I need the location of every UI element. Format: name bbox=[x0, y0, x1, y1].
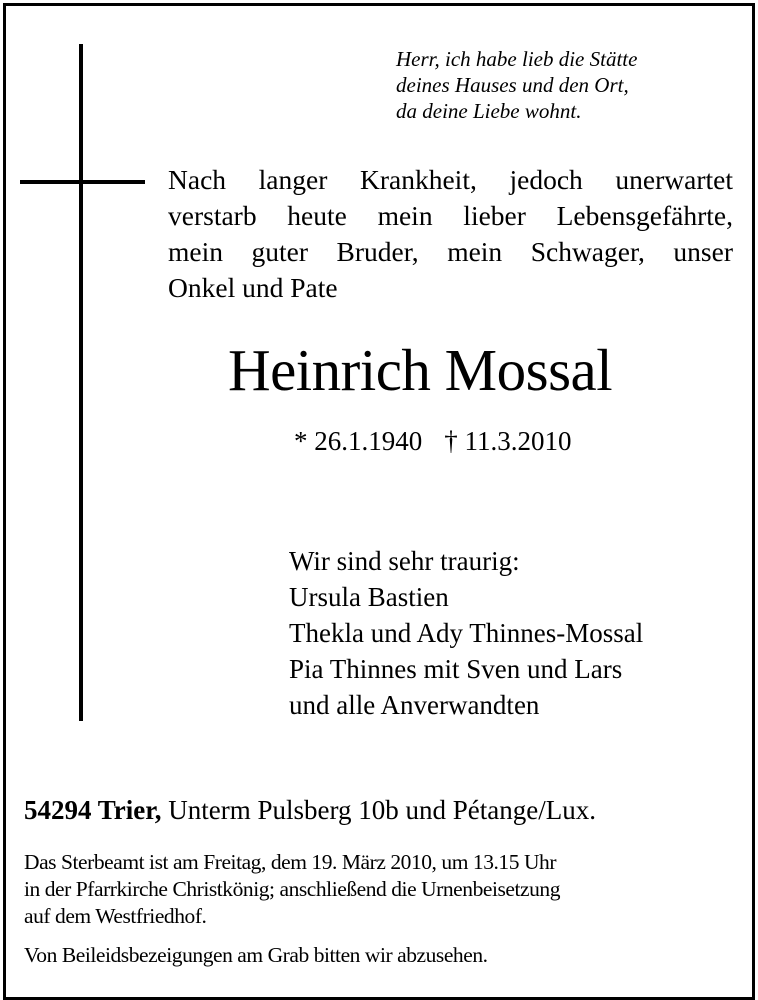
intro-line: Onkel und Pate bbox=[168, 272, 338, 303]
mourner-name: und alle Anverwandten bbox=[289, 690, 540, 720]
intro-line: Nach langer Krankheit, jedoch unerwartet bbox=[168, 164, 733, 195]
service-line: auf dem Westfriedhof. bbox=[24, 904, 207, 928]
psalm-line: da deine Liebe wohnt. bbox=[396, 99, 582, 123]
service-line: in der Pfarrkirche Christkönig; anschließend die Urnenbeisetzung bbox=[24, 877, 561, 901]
service-info bbox=[24, 849, 734, 930]
cross-horizontal-beam bbox=[20, 180, 145, 184]
intro-line: verstarb heute mein lieber Lebensgefährte, bbox=[168, 200, 733, 231]
psalm-quote bbox=[396, 46, 736, 124]
intro-line: mein guter Bruder, mein Schwager, unser bbox=[168, 236, 733, 267]
mourner-name: Thekla und Ady Thinnes-Mossal bbox=[289, 618, 644, 648]
mourner-name: Pia Thinnes mit Sven und Lars bbox=[289, 654, 623, 684]
mourners-heading: Wir sind sehr traurig: bbox=[289, 546, 520, 576]
cross-vertical-beam bbox=[79, 44, 83, 721]
address-line bbox=[24, 793, 596, 827]
intro-text bbox=[168, 162, 733, 306]
death-date: † 11.3.2010 bbox=[444, 426, 572, 456]
mourner-name: Ursula Bastien bbox=[289, 582, 449, 612]
deceased-name: Heinrich Mossal bbox=[228, 337, 613, 403]
address-city: 54294 Trier, bbox=[24, 795, 162, 825]
psalm-line: deines Hauses und den Ort, bbox=[396, 73, 629, 97]
life-dates bbox=[294, 424, 572, 458]
mourners-block bbox=[289, 543, 643, 723]
closing-note: Von Beileidsbezeigungen am Grab bitten wir abzusehen. bbox=[24, 943, 488, 967]
address-street: Unterm Pulsberg 10b und Pétange/Lux. bbox=[161, 795, 596, 825]
service-line: Das Sterbeamt ist am Freitag, dem 19. März 2010, um 13.15 Uhr bbox=[24, 850, 557, 874]
psalm-line: Herr, ich habe lieb die Stätte bbox=[396, 47, 638, 71]
birth-date: * 26.1.1940 bbox=[294, 426, 423, 456]
